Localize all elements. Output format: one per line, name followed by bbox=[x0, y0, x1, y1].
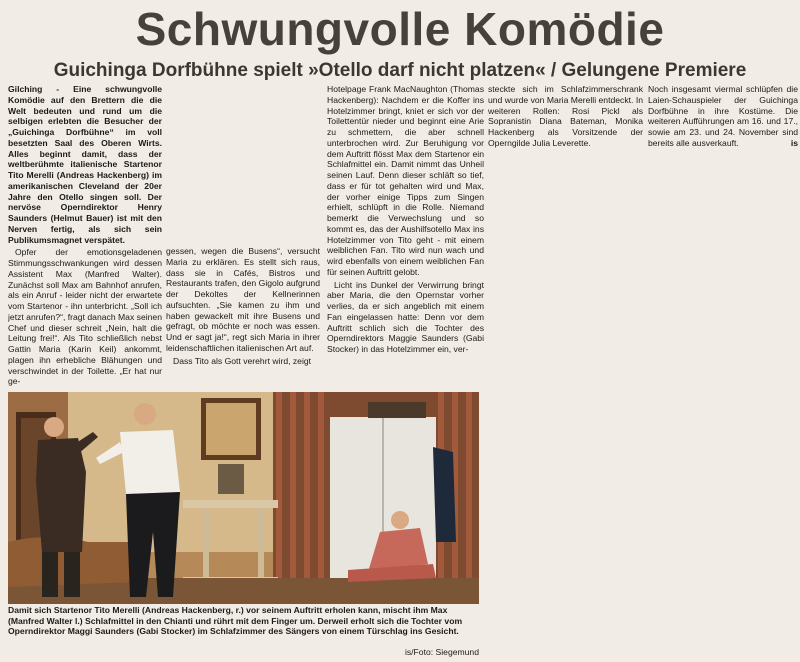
article-paragraph-text: Noch insgesamt viermal schlüpfen die Laien-Schauspieler der Guichinga Dorfbühne in ihre Kostüme. Die weiteren Aufführungen am 16. und 17., sowie am 23. und 24. November sind bereits alle ausverkauft. bbox=[648, 84, 798, 148]
article-paragraph: steckte sich im Schlafzimmerschrank und wurde von Maria Merelli entdeckt. In weiteren Rollen: Rosi Pickl als Sopranistin Diana Bateman, Monika Hackenberg als Vorsitzende der Operngilde Julia Leverette. bbox=[488, 84, 643, 148]
author-signature: is bbox=[790, 137, 798, 148]
article-paragraph: gessen, wegen die Busens“, versucht Maria zu erklären. Es stellt sich raus, dass sie in Cafés, Bistros und Restaurants trafen, den Gigolo aufgrund der Dekoltes der Kellnerinnen aufsuchten. „Sie kamen zu ihm und haben gewackelt mit ihre Busens und gefragt, ob möchte er noch was essen. Und er sagt ja!“, regt sich Maria in ihrer leidenschaftlichen italienischen Art auf. bbox=[166, 246, 320, 353]
headline: Schwungvolle Komödie bbox=[135, 3, 665, 55]
article-column-4 bbox=[488, 84, 643, 154]
photo-caption: Damit sich Startenor Tito Merelli (Andreas Hackenberg, r.) vor seinem Auftritt erholen kann, mischt ihm Max (Manfred Walter l.) Schlafmittel in den Chianti und rührt mit dem Finger um. Derweil erholt sich die Tochter vom Operndirektor Maggi Saunders (Gabi Stocker) im Schlafzimmer des Sängers von einem Türschlag ins Gesicht. bbox=[8, 605, 463, 637]
stage-photo-illustration bbox=[8, 392, 479, 604]
article-paragraph: Licht ins Dunkel der Verwirrung bringt aber Maria, die den Opernstar vorher verlies, da er sich angeblich mit einem Fan eingelassen hatte: Denn vor dem Auftritt schlich sich die Tochter des Operndirektors Maggie Saunders (Gabi Stocker) in das Hotelzimmer ein, ver- bbox=[327, 279, 484, 354]
article-column-3 bbox=[327, 84, 484, 390]
article-column-2 bbox=[166, 246, 320, 390]
article-column-1 bbox=[8, 84, 162, 390]
article-paragraph: Opfer der emotionsgeladenen Stimmungsschwankungen wird dessen Assistent Max (Manfred Walter). Zunächst soll Max am Bahnhof anrufen, als ein Anruf - leider nicht der erwartete vom Startenor - ihn unterbricht. „Soll ich jetzt anrufen?“, fragt danach Max seinen Chef und dieser schreit „Nein, halt die Leitung frei!“. Als Tito schließlich nebst Gattin Maria (Karin Keil) ankommt, plagen ihn erhebliche Blähungen und verschwindet in der Toilette. „Er hat nur ge- bbox=[8, 247, 162, 387]
photo-credit: is/Foto: Siegemund bbox=[404, 647, 479, 657]
article-paragraph: Dass Tito als Gott verehrt wird, zeigt bbox=[173, 355, 312, 366]
article-column-5 bbox=[648, 84, 798, 154]
article-paragraph: Hotelpage Frank MacNaughton (Thomas Hackenberg): Nachdem er die Koffer ins Hotelzimmer bringt, kniet er sich vor der Toilettentür nieder und beginnt eine Arie zu schmettern, die aber schnell unterbrochen wird. Zur Beruhigung vor dem Auftritt flösst Max dem Startenor ein Schlafmittel ein. Damit nimmt das Unheil seinen Lauf. Denn dieser schläft so tief, dass er für tot gehalten wird und Max, der vorher einige Tipps zum Singen erhielt, schlüpft in die Rolle. Niemand bemerkt die Verwechslung und so kommt es, das der Aushilfsotello Max ins Hotelzimmer von Tito geht - mit einem weiblichen Fan. Tito wird nun wach und wird ebenfalls von einem weiblichen Fan für seinen Auftritt gelobt. bbox=[327, 84, 484, 277]
article-paragraph bbox=[648, 84, 798, 149]
subheadline: Guichinga Dorfbühne spielt »Otello darf nicht platzen« / Gelungene Premiere bbox=[53, 60, 747, 81]
stage-photo bbox=[8, 392, 479, 604]
article-lead: Gilching - Eine schwungvolle Komödie auf den Brettern die die Welt bedeuten und rund um die selbigen erlebten die Besucher der „Guichinga Dorfbühne“ im voll besetzten Saal des Oberen Wirts. Alles beginnt damit, dass der weltberühmte italienische Startenor Tito Merelli (Andreas Hackenberg) im amerikanischen Cleveland der 20er Jahre den Otello singen soll. Der nervöse Operndirektor Henry Saunders (Helmut Bauer) ist mit den Nerven fertig, als sich sein Publikumsmagnet verspätet. bbox=[8, 84, 162, 245]
